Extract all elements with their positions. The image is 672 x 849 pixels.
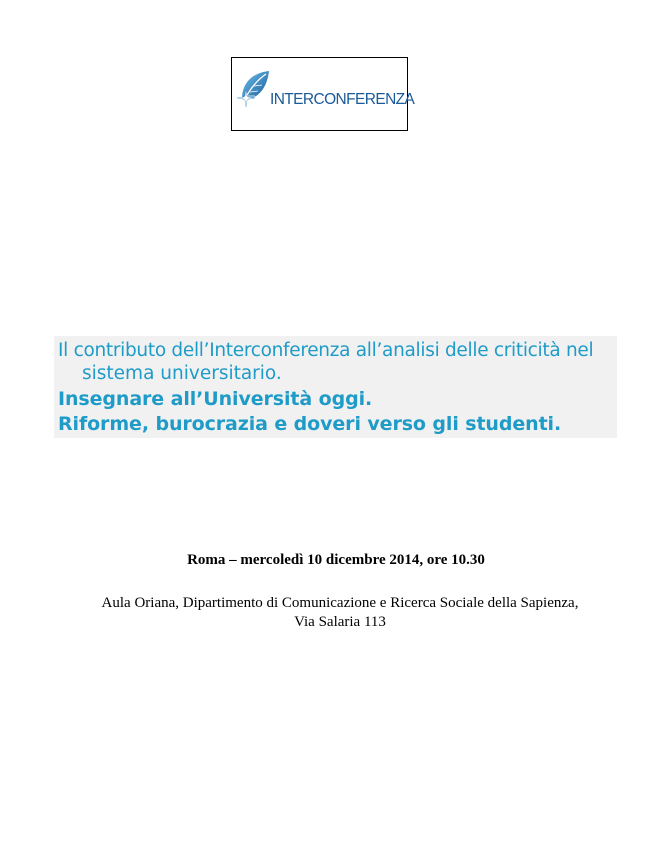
leaf-star-icon [236,69,270,109]
subtitle-line-2: sistema universitario. [82,363,282,384]
subtitle [34,339,594,385]
event-venue [60,594,620,632]
logo-text: INTERCONFERENZA [270,91,415,108]
venue-line-2: Via Salaria 113 [294,614,386,630]
secondary-heading: Riforme, burocrazia e doveri verso gli studenti. [58,413,562,435]
main-heading: Insegnare all’Università oggi. [58,388,373,410]
title-block [54,336,617,438]
subtitle-line-1: Il contributo dell’Interconferenza all’analisi delle criticità nel [58,340,594,361]
venue-line-1: Aula Oriana, Dipartimento di Comunicazione e Ricerca Sociale della Sapienza, [101,595,579,611]
logo [231,57,415,131]
event-date: Roma – mercoledì 10 dicembre 2014, ore 10.30 [187,552,485,568]
